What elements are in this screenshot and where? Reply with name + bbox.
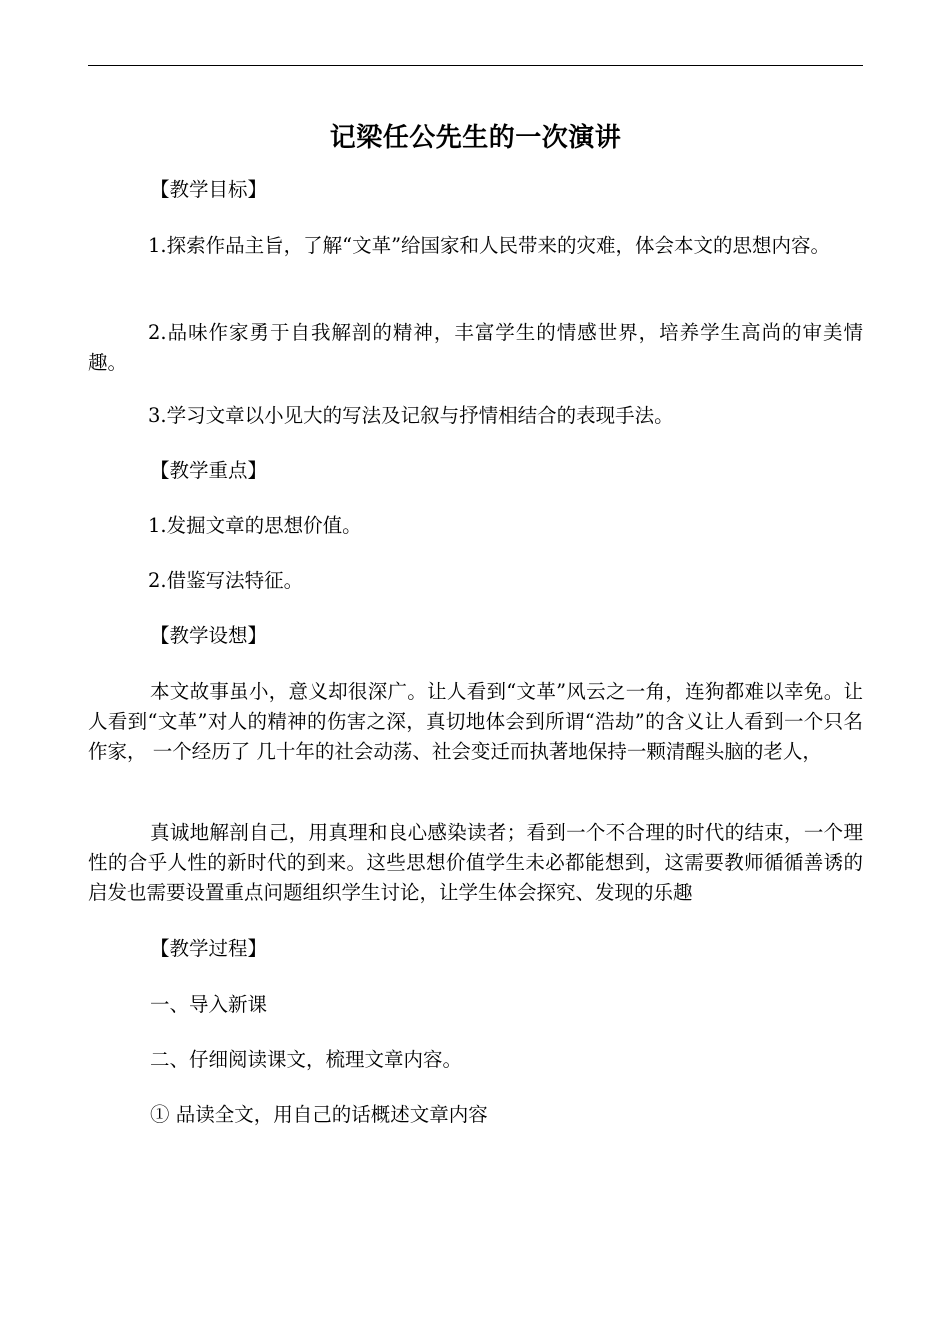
goal-item-2: 2.品味作家勇于自我解剖的精神，丰富学生的情感世界，培养学生高尚的审美情趣。: [88, 321, 863, 374]
process-item-2: 二、仔细阅读课文，梳理文章内容。: [150, 1048, 463, 1071]
design-paragraph-2: 真诚地解剖自己，用真理和良心感染读者；看到一个不合理的时代的结束，一个理性的合乎人性的新时代的到来。这些思想价值学生未必都能想到，这需要教师循循善诱的启发也需要设置重点问题组织学生讨论，让学生体会探究、发现的乐趣: [88, 821, 863, 904]
process-item-3: ① 品读全文，用自己的话概述文章内容: [150, 1103, 488, 1126]
design-paragraph-1: 本文故事虽小，意义却很深广。让人看到“文革”风云之一角，连狗都难以幸免。让人看到“文革”对人的精神的伤害之深，真切地体会到所谓“浩劫”的含义让人看到一个只名作家， 一个经历了 几十年的社会动荡、社会变迁而执著地保持一颗清醒头脑的老人，: [88, 680, 863, 763]
goal-item-3: 3.学习文章以小见大的写法及记叙与抒情相结合的表现手法。: [148, 404, 674, 427]
section-heading-design: 【教学设想】: [150, 624, 268, 647]
process-item-1: 一、导入新课: [150, 993, 268, 1016]
section-heading-key-points: 【教学重点】: [150, 459, 268, 482]
key-point-item-1: 1.发掘文章的思想价值。: [148, 514, 362, 537]
document-title: 记梁任公先生的一次演讲: [329, 123, 622, 153]
section-heading-goals: 【教学目标】: [150, 178, 268, 201]
key-point-item-2: 2.借鉴写法特征。: [148, 569, 304, 592]
section-heading-process: 【教学过程】: [150, 937, 268, 960]
goal-item-1: 1.探索作品主旨，了解“文革”给国家和人民带来的灾难，体会本文的思想内容。: [148, 234, 831, 257]
header-rule: [88, 65, 863, 66]
